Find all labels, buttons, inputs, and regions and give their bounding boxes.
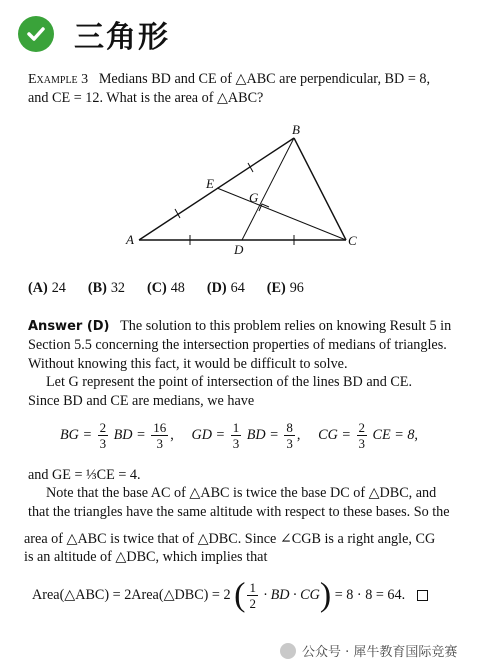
wechat-icon xyxy=(280,643,296,659)
choice-a: (A) 24 xyxy=(28,280,66,296)
answer-p1-line-2: Section 5.5 concerning the intersection properties of medians of triangles. xyxy=(28,337,447,354)
side-ab xyxy=(139,138,294,240)
answer-p4-line-4: is an altitude of △DBC, which implies that xyxy=(24,549,268,566)
label-b: B xyxy=(292,122,300,137)
page-title: 三角形 xyxy=(74,20,170,55)
choice-d: (D) 64 xyxy=(206,280,245,296)
qed-icon xyxy=(417,590,428,601)
answer-paragraph-1: Answer (D) The solution to this problem relies on knowing Result 5 in Section 5.5 concerning the intersection properties of medians of triangles. Without knowing this fact, it would be difficult to solve. Let G represent the point of intersection of the lines BD and CE. Since BD and CE are medians, we have xyxy=(28,317,468,410)
label-e: E xyxy=(206,176,214,191)
example-line-1: Medians BD and CE of △ABC are perpendicular, BD = 8, xyxy=(98,71,431,87)
label-c: C xyxy=(348,233,357,248)
page-header xyxy=(18,12,170,56)
answer-p2-line-2: Since BD and CE are medians, we have xyxy=(28,392,255,409)
label-d: D xyxy=(234,242,244,257)
answer-p2-line-1: Let G represent the point of intersection of the lines BD and CE. xyxy=(46,374,413,391)
median-equations: BG = $\frac{2}{3}$ BD = $\frac{16}{3}$ , GD = $\frac{1}{3}$ BD = $\frac{8}{3}$ , CG = $\frac{2}{3}$ CE = 8, xyxy=(60,420,418,451)
area-equation: Area(△ABC) = 2Area(△DBC) = 2 ( $\frac{1}{2}$ · BD · CG) = 8 · 8 = 64. xyxy=(32,580,428,611)
watermark: 公众号 · 犀牛教育国际竞赛 xyxy=(280,641,457,660)
label-g: G xyxy=(249,190,259,205)
answer-label: Answer (D) xyxy=(28,319,110,334)
median-ce xyxy=(217,188,346,240)
checkmark-icon xyxy=(18,16,54,52)
side-bc xyxy=(294,138,346,240)
example-label: Example 3 xyxy=(28,72,89,87)
answer-paragraph-4 xyxy=(24,530,464,567)
median-bd xyxy=(242,138,294,240)
answer-p3: and GE = ⅓CE = 4. xyxy=(28,467,141,483)
label-a: A xyxy=(126,232,134,247)
choice-b: (B) 32 xyxy=(87,280,125,296)
answer-p4-line-3: area of △ABC is twice that of △DBC. Since ∠CGB is a right angle, CG xyxy=(24,531,436,547)
answer-p4-line-1: Note that the base AC of △ABC is twice the base DC of △DBC, and xyxy=(46,485,437,502)
answer-choices xyxy=(28,280,326,297)
answer-paragraph-3 xyxy=(28,466,468,521)
choice-e: (E) 96 xyxy=(266,280,304,296)
example-statement xyxy=(28,70,468,108)
triangle-figure xyxy=(0,120,490,280)
choice-c: (C) 48 xyxy=(147,280,185,296)
answer-p4-line-2: that the triangles have the same altitude with respect to these bases. So the xyxy=(28,503,450,520)
example-line-2: and CE = 12. What is the area of △ABC? xyxy=(28,90,264,107)
answer-p1-line-3: Without knowing this fact, it would be difficult to solve. xyxy=(28,355,348,372)
